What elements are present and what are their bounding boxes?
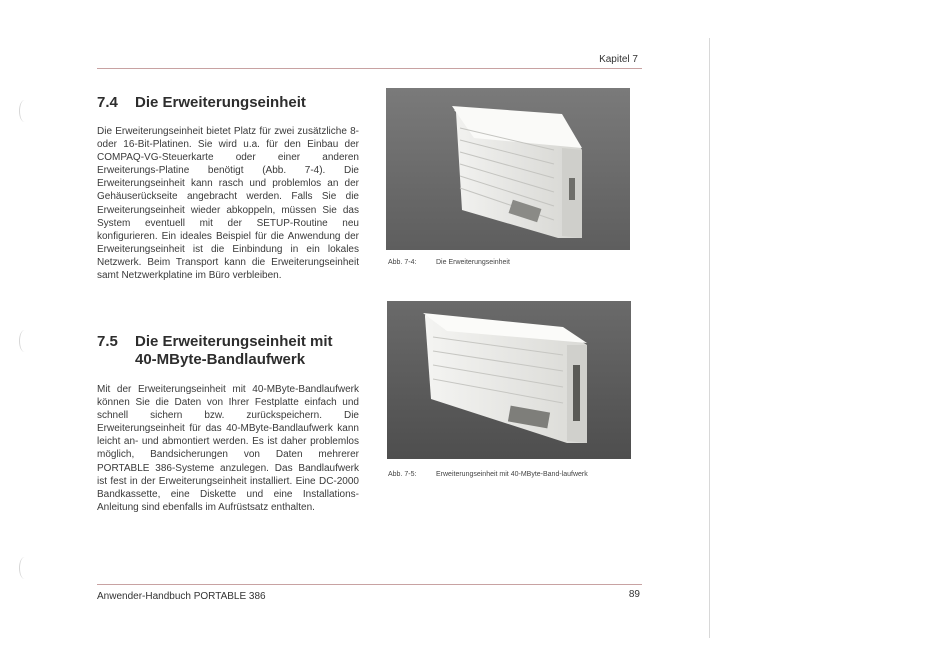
punch-hole-mark [19,100,30,122]
section-7-4-body: Die Erweiterungseinheit bietet Platz für zwei zusätzliche 8- oder 16-Bit-Platinen. Sie wird u.a. für den Einbau der COMPAQ-VG-Steuerkarte oder einer anderen Erweiterungs-Platine benötigt (Abb. 7-4). Die Erweiterungseinheit kann rasch und problemlos an der Gehäuserückseite angebracht werden. Falls Sie die Erweiterungseinheit wieder abkoppeln, müssen Sie das System eventuell mit der SETUP-Routine neu konfigurieren. Ein ideales Beispiel für die Anwendung der Erweiterungseinheit ist die Einbindung in ein lokales Netzwerk. Beim Transport kann die Erweiterungseinheit samt Netzwerkplatine im Büro verbleiben. [97,126,359,282]
punch-hole-mark [19,557,30,579]
chapter-label: Kapitel 7 [599,54,638,65]
section-number: 7.4 [97,94,118,111]
footer-title: Anwender-Handbuch PORTABLE 386 [97,591,266,602]
figure-caption-text: Erweiterungseinheit mit 40-MByte-Band-laufwerk [436,471,588,478]
figure-7-4-caption [388,258,510,267]
figure-7-5-photo [387,301,631,459]
figure-label: Abb. 7-4: [388,259,417,266]
footer-rule [97,584,642,585]
section-7-5-heading [97,333,333,369]
figure-caption-text: Die Erweiterungseinheit [436,259,510,266]
section-title: Die Erweiterungseinheit [135,94,306,111]
section-number: 7.5 [97,333,118,350]
page-number: 89 [628,589,640,600]
figure-7-5-caption [388,470,604,479]
section-title-line-2: 40-MByte-Bandlaufwerk [135,351,306,368]
section-title-wrap [135,333,333,369]
figure-label: Abb. 7-5: [388,471,417,478]
page-edge-line [709,38,710,638]
header-rule [97,68,642,69]
section-title-line-1: Die Erweiterungseinheit mit [135,333,333,350]
punch-hole-mark [19,330,30,352]
section-7-5-body: Mit der Erweiterungseinheit mit 40-MByte-Bandlaufwerk können Sie die Daten von Ihrer Festplatte einfach und schnell sichern bzw. zurückspeichern. Die Erweiterungseinheit für das 40-MByte-Bandlaufwerk kann leicht an- und abmontiert werden. Es ist daher problemlos möglich, Bandsicherungen von Daten mehrerer PORTABLE 386-Systeme anzulegen. Das Bandlaufwerk ist fest in der Erweiterungseinheit installiert. Eine DC-2000 Bandkassette, eine Diskette und eine Installations-Anleitung sind ebenfalls im Aufrüstsatz enthalten. [97,384,359,513]
section-7-4-heading [97,94,306,112]
figure-7-4-photo [386,88,630,250]
